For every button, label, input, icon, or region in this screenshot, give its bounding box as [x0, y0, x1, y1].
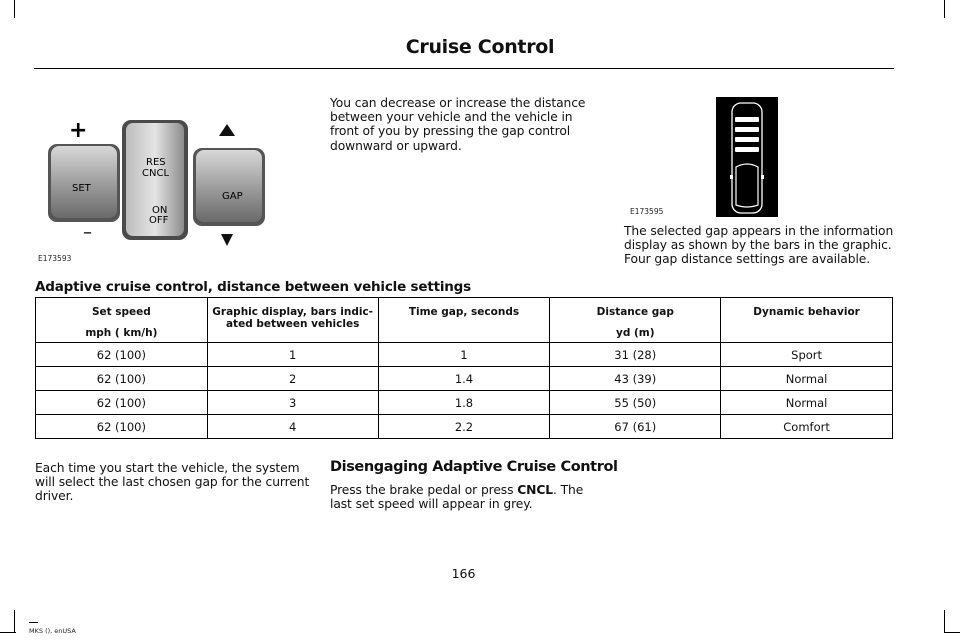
arrow-down-icon: [221, 234, 233, 246]
cell-set-speed: 62 (100): [36, 415, 208, 439]
crop-mark: [14, 610, 15, 632]
restart-text: Each time you start the vehicle, the system will select the last chosen gap for the current driver.: [35, 461, 310, 504]
settings-table: [35, 297, 893, 439]
set-label: SET: [72, 183, 91, 194]
col-time-gap: Time gap, seconds: [378, 298, 550, 343]
table-row: [36, 343, 893, 367]
cell-set-speed: 62 (100): [36, 391, 208, 415]
intro-text: You can decrease or increase the distance between your vehicle and the vehicle in front of you by pressing the gap control downward or upward.: [330, 96, 586, 153]
page-title: Cruise Control: [405, 36, 555, 58]
cncl-bold: CNCL: [517, 483, 554, 497]
disengage-text: Press the brake pedal or press CNCL. The last set speed will appear in grey.: [330, 483, 584, 512]
table-header-row: [36, 298, 893, 343]
header-rule: [34, 68, 894, 69]
cell-time-gap: 1: [378, 343, 550, 367]
crop-mark: [14, 0, 15, 18]
disengage-heading: Disengaging Adaptive Cruise Control: [330, 459, 618, 475]
table-row: [36, 367, 893, 391]
cell-time-gap: 2.2: [378, 415, 550, 439]
table-title: Adaptive cruise control, distance between vehicle settings: [35, 279, 471, 295]
crop-mark: [944, 610, 945, 632]
table-row: [36, 391, 893, 415]
cell-bars: 4: [207, 415, 378, 439]
gap-label: GAP: [222, 191, 243, 202]
cell-bars: 3: [207, 391, 378, 415]
cell-behavior: Normal: [721, 367, 893, 391]
cell-distance: 43 (39): [550, 367, 721, 391]
cell-behavior: Comfort: [721, 415, 893, 439]
on-label: ON: [152, 205, 168, 216]
off-label: OFF: [149, 215, 169, 226]
cruise-buttons-figure: [36, 110, 276, 265]
cell-distance: 31 (28): [550, 343, 721, 367]
cell-time-gap: 1.8: [378, 391, 550, 415]
cell-bars: 1: [207, 343, 378, 367]
cell-distance: 55 (50): [550, 391, 721, 415]
footer-rule: [29, 622, 38, 623]
crop-mark: [944, 632, 960, 633]
table-row: [36, 415, 893, 439]
figure-id-left: E173593: [38, 254, 72, 263]
cncl-label: CNCL: [142, 168, 170, 179]
cell-behavior: Normal: [721, 391, 893, 415]
page-number: 166: [451, 566, 476, 581]
cell-behavior: Sport: [721, 343, 893, 367]
figure-id-right: E173595: [630, 207, 664, 216]
cell-set-speed: 62 (100): [36, 343, 208, 367]
minus-icon: –: [83, 222, 92, 243]
footer-text: MKS (), enUSA: [29, 627, 76, 635]
cell-time-gap: 1.4: [378, 367, 550, 391]
crop-mark: [944, 0, 945, 18]
cell-distance: 67 (61): [550, 415, 721, 439]
cell-bars: 2: [207, 367, 378, 391]
gap-text: The selected gap appears in the information display as shown by the bars in the graphic. Four gap distance settings are available.: [624, 224, 894, 267]
res-label: RES: [146, 157, 166, 168]
cell-set-speed: 62 (100): [36, 367, 208, 391]
col-distance-gap: Distance gap yd (m): [550, 298, 721, 343]
gap-display-figure: [716, 97, 778, 217]
arrow-up-icon: [219, 124, 235, 136]
plus-icon: +: [69, 118, 88, 143]
col-set-speed: Set speed mph ( km/h): [36, 298, 208, 343]
col-graphic-display: Graphic display, bars indic- ated between vehicles: [207, 298, 378, 343]
crop-mark: [0, 632, 16, 633]
col-dynamic-behavior: Dynamic behavior: [721, 298, 893, 343]
